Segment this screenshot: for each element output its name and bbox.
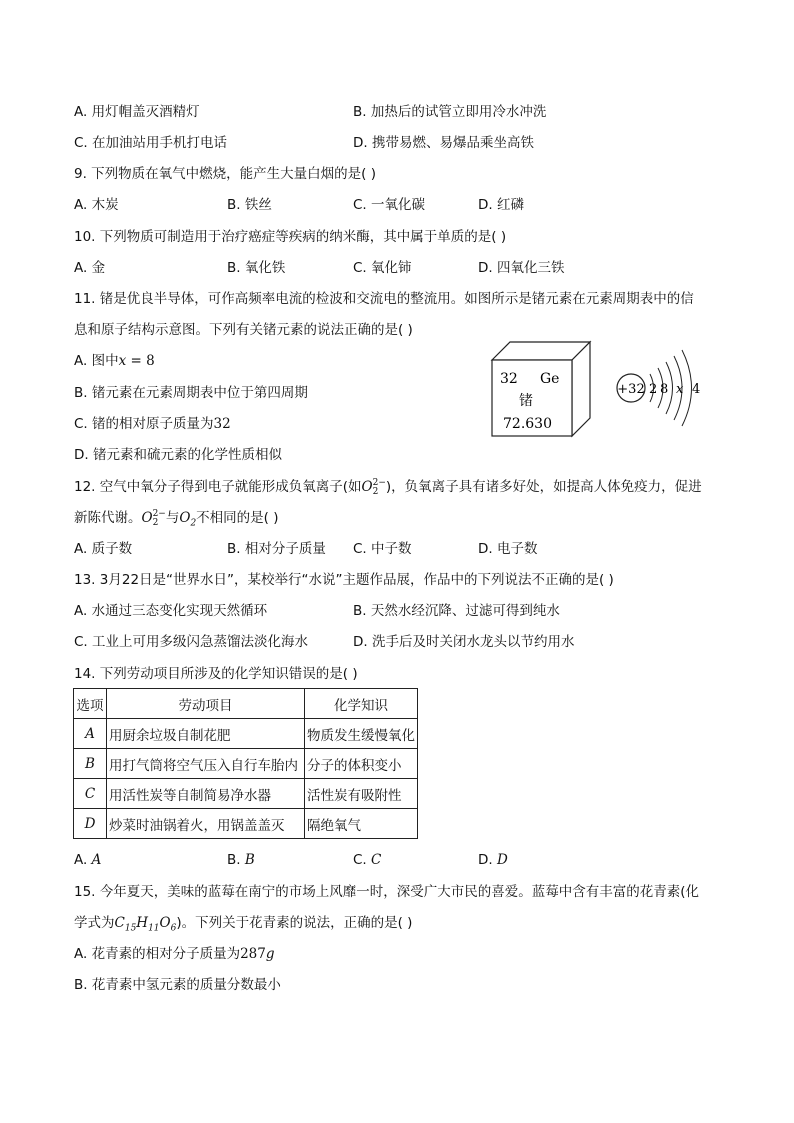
q13-option-b: B. 天然水经沉降、过滤可得到纯水: [353, 603, 560, 619]
atomic-structure-diagram: [617, 350, 700, 426]
q15-option-b: B. 花青素中氢元素的质量分数最小: [74, 977, 281, 993]
q12-option-d: D. 电子数: [478, 541, 538, 557]
molecule-symbol: O: [179, 510, 191, 526]
q14-option-a: A. A: [74, 852, 102, 868]
negative-oxygen-ion: [362, 479, 386, 495]
q10-option-a: A. 金: [74, 260, 106, 276]
q15-option-a-value: 287: [240, 946, 266, 962]
q11-stem-line2: 息和原子结构示意图。下列有关锗元素的说法正确的是( ): [74, 322, 413, 338]
q11-option-c-text: C. 锗的相对原子质量为: [74, 416, 214, 432]
q15-option-a-unit: g: [265, 946, 275, 962]
q9-option-c: C. 一氧化碳: [353, 197, 426, 213]
ion-symbol: O: [361, 479, 373, 495]
q12-stem-line2: [74, 509, 279, 533]
table-row: [74, 749, 418, 779]
q11-option-d: D. 锗元素和硫元素的化学性质相似: [74, 447, 282, 463]
q13-option-d: D. 洗手后及时关闭水龙头以节约用水: [353, 634, 575, 650]
formula-h: H: [136, 915, 149, 931]
q12-option-c: C. 中子数: [353, 541, 412, 557]
row-option: B: [74, 749, 107, 779]
q15-option-a-text: A. 花青素的相对分子质量为: [74, 946, 241, 962]
q14-table: [73, 688, 418, 839]
q11-option-c: [74, 415, 231, 433]
row-knowledge: 隔绝氧气: [305, 809, 418, 839]
ion-symbol: O: [141, 510, 153, 526]
q14-option-a-letter: A: [91, 852, 102, 868]
q15-stem-line1: 15. 今年夏天，美味的蓝莓在南宁的市场上风靡一时，深受广大市民的喜爱。蓝莓中含有丰富的花青素(化: [74, 884, 700, 900]
header-chem-knowledge: 化学知识: [305, 689, 418, 719]
row-option: A: [74, 719, 107, 749]
row-knowledge: 物质发生缓慢氧化: [305, 719, 418, 749]
periodic-table-cell: [492, 342, 590, 436]
q14-option-b-letter: B: [244, 852, 255, 868]
formula-o-count: 6: [170, 923, 177, 934]
q11-option-b: B. 锗元素在元素周期表中位于第四周期: [74, 385, 308, 401]
element-symbol: Ge: [540, 371, 560, 387]
formula-h-count: 11: [148, 923, 160, 934]
q14-option-b: B. B: [227, 852, 255, 868]
oxygen-molecule: [179, 510, 197, 529]
q14-option-c: C. C: [353, 852, 382, 868]
q15-option-a: [74, 945, 275, 963]
shell-4-count: 4: [692, 382, 701, 397]
q10-option-d: D. 四氧化三铁: [478, 260, 565, 276]
q10-stem: 10. 下列物质可制造用于治疗癌症等疾病的纳米酶，其中属于单质的是( ): [74, 229, 507, 245]
row-project: 用活性炭等自制简易净水器: [107, 779, 305, 809]
q11-option-a-eq: = 8: [126, 353, 155, 369]
q12-option-a: A. 质子数: [74, 541, 133, 557]
q8-option-a: A. 用灯帽盖灭酒精灯: [74, 104, 200, 120]
molecule-subscript: 2: [190, 518, 197, 529]
q13-option-c: C. 工业上可用多级闪急蒸馏法淡化海水: [74, 634, 309, 650]
row-project: 炒菜时油锅着火，用锅盖盖灭: [107, 809, 305, 839]
electron-shell-arc: [682, 350, 692, 426]
row-project: 用厨余垃圾自制花肥: [107, 719, 305, 749]
q14-stem: 14. 下列劳动项目所涉及的化学知识错误的是( ): [74, 666, 358, 682]
table-row: [74, 779, 418, 809]
row-knowledge: 分子的体积变小: [305, 749, 418, 779]
anthocyanin-formula: [114, 915, 177, 934]
germanium-figure: [490, 340, 720, 440]
header-option: 选项: [74, 689, 107, 719]
q13-stem: 13. 3月22日是“世界水日”，某校举行“水说”主题作品展，作品中的下列说法不正确的是( ): [74, 572, 614, 588]
q11-option-c-num: 32: [213, 416, 231, 432]
shell-1-count: 2: [649, 382, 658, 397]
q14-option-d: D. D: [478, 852, 508, 868]
q9-stem: 9. 下列物质在氧气中燃烧，能产生大量白烟的是( ): [74, 166, 376, 182]
q15-stem-text-cont: )。下列关于花青素的说法，正确的是( ): [176, 915, 413, 931]
q9-option-b: B. 铁丝: [227, 197, 272, 213]
ion-charge: 2−: [152, 508, 166, 519]
q8-option-b: B. 加热后的试管立即用冷水冲洗: [353, 104, 547, 120]
header-labor-project: 劳动项目: [107, 689, 305, 719]
q14-option-d-letter: D: [496, 852, 508, 868]
row-knowledge: 活性炭有吸附性: [305, 779, 418, 809]
table-row: [74, 809, 418, 839]
q9-option-d: D. 红磷: [478, 197, 524, 213]
shell-3-count: x: [676, 382, 684, 397]
q14-option-c-letter: C: [371, 852, 382, 868]
formula-o: O: [159, 915, 171, 931]
q15-stem-line2: [74, 914, 412, 938]
q8-option-c: C. 在加油站用手机打电话: [74, 135, 228, 151]
q15-stem-text: 学式为: [74, 915, 115, 931]
table-row: [74, 719, 418, 749]
ion-charge: 2−: [372, 477, 386, 488]
q12-stem-line1: [74, 478, 702, 497]
q11-option-a-var: x: [118, 353, 127, 369]
formula-c: C: [114, 915, 125, 931]
q11-option-a: [74, 352, 155, 370]
q9-option-a: A. 木炭: [74, 197, 119, 213]
q12-option-b: B. 相对分子质量: [227, 541, 326, 557]
table-header-row: [74, 689, 418, 719]
q12-stem-text: 不相同的是( ): [196, 510, 279, 526]
formula-c-count: 15: [124, 923, 137, 934]
q11-option-a-text: A. 图中: [74, 353, 119, 369]
q12-stem-text: 与: [165, 510, 180, 526]
shell-2-count: 8: [660, 382, 669, 397]
q10-option-b: B. 氧化铁: [227, 260, 286, 276]
element-name: 锗: [519, 393, 533, 409]
q13-option-a: A. 水通过三态变化实现天然循环: [74, 603, 268, 619]
row-project: 用打气筒将空气压入自行车胎内: [107, 749, 305, 779]
nucleus-charge: +32: [617, 382, 645, 397]
negative-oxygen-ion: [142, 510, 166, 526]
atomic-mass: 72.630: [503, 416, 552, 432]
row-option: C: [74, 779, 107, 809]
ion-subscript: 2: [152, 517, 159, 528]
q12-stem-text: 新陈代谢。: [74, 510, 142, 526]
atomic-number: 32: [500, 371, 518, 387]
q12-stem-text-cont: )，负氧离子具有诸多好处，如提高人体免疫力，促进: [385, 479, 702, 495]
q11-stem-line1: 11. 锗是优良半导体，可作高频率电流的检波和交流电的整流用。如图所示是锗元素在元素周期表中的信: [74, 291, 694, 307]
q12-stem-text: 12. 空气中氧分子得到电子就能形成负氧离子(如: [74, 479, 362, 495]
q10-option-c: C. 氧化铈: [353, 260, 412, 276]
q8-option-d: D. 携带易燃、易爆品乘坐高铁: [353, 135, 534, 151]
row-option: D: [74, 809, 107, 839]
ion-subscript: 2: [372, 486, 379, 497]
